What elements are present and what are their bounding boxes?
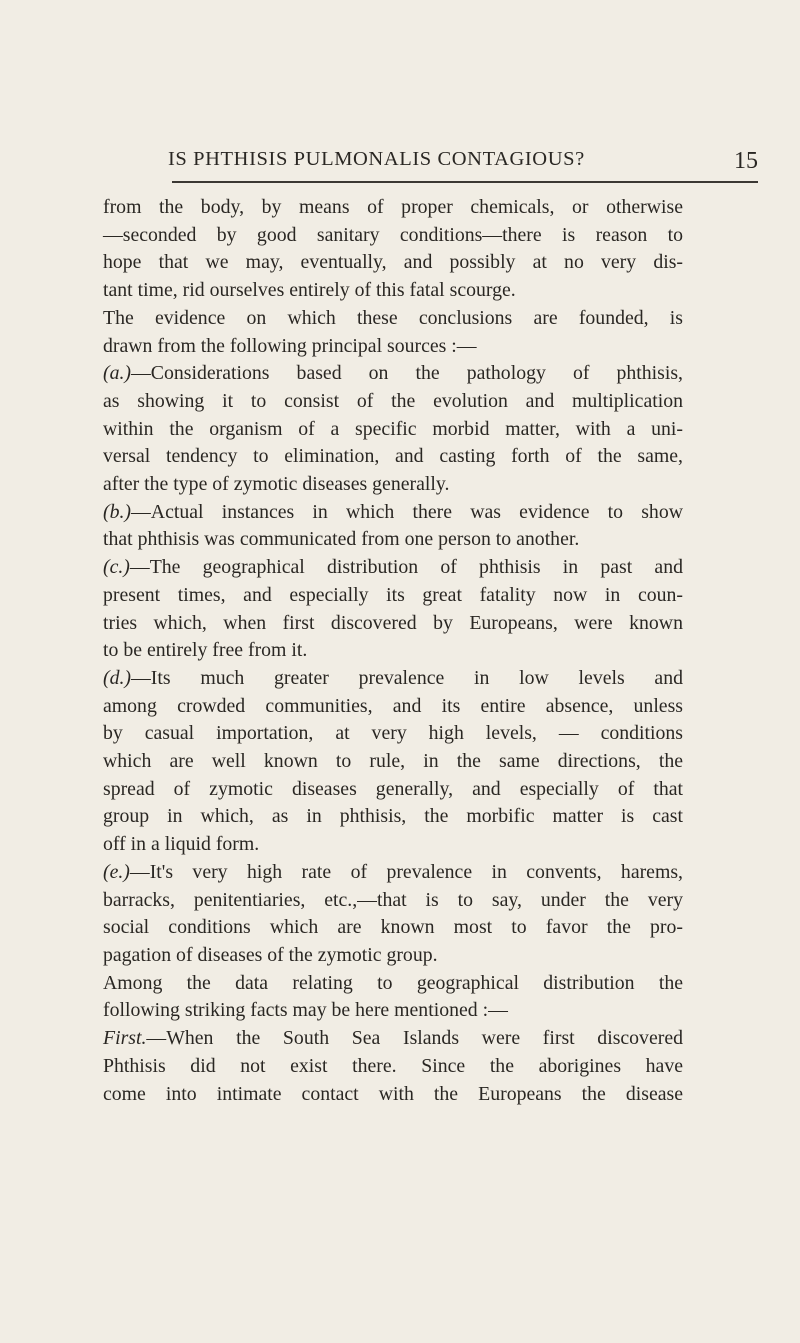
text-line: [103, 610, 683, 638]
text-line: [103, 803, 683, 831]
line-text: from the body, by means of proper chemicals, or otherwise: [103, 196, 683, 218]
text-line: [103, 887, 683, 915]
text-line: [103, 693, 683, 721]
line-text: spread of zymotic diseases generally, and especially of that: [103, 777, 683, 800]
text-line: [103, 776, 683, 804]
line-text: —Its much greater prevalence in low levels and: [131, 666, 683, 689]
line-text: Among the data relating to geographical distribution the: [103, 971, 683, 994]
line-text: versal tendency to elimination, and casting forth of the same,: [103, 445, 683, 468]
running-head: [168, 148, 758, 180]
text-line: [103, 499, 683, 527]
line-text: among crowded communities, and its entire absence, unless: [103, 694, 683, 717]
text-line: [103, 277, 683, 305]
item-label: (a.): [103, 362, 132, 385]
text-line: [103, 831, 683, 859]
line-text: pagation of diseases of the zymotic group.: [103, 943, 438, 966]
text-line: [103, 416, 683, 444]
body-text: [103, 194, 683, 1108]
line-text: —Actual instances in which there was evidence to show: [131, 500, 683, 523]
line-text: —It's very high rate of prevalence in convents, harems,: [129, 860, 683, 883]
line-text: following striking facts may be here mentioned :—: [103, 999, 508, 1022]
item-label: First.: [103, 1027, 147, 1050]
text-line: [103, 249, 683, 277]
line-text: tant time, rid ourselves entirely of this fatal scourge.: [103, 279, 516, 302]
item-label: (c.): [103, 556, 130, 579]
line-text: present times, and especially its great fatality now in coun-: [103, 583, 683, 606]
line-text: off in a liquid form.: [103, 833, 260, 856]
text-line: [103, 471, 683, 499]
text-line: [103, 914, 683, 942]
text-line: [103, 305, 683, 333]
text-line: [103, 1025, 683, 1053]
line-text: that phthisis was communicated from one person to another.: [103, 528, 580, 551]
line-text: —Considerations based on the pathology of phthisis,: [131, 362, 683, 385]
item-label: (d.): [103, 666, 132, 689]
text-line: [103, 194, 683, 222]
text-line: [103, 333, 683, 361]
line-text: tries which, when first discovered by Europeans, were known: [103, 611, 683, 634]
text-line: [103, 748, 683, 776]
text-line: [103, 582, 683, 610]
text-line: [103, 443, 683, 471]
line-text: which are well known to rule, in the same directions, the: [103, 750, 683, 773]
text-line: [103, 526, 683, 554]
text-line: [103, 970, 683, 998]
line-text: to be entirely free from it.: [103, 639, 308, 662]
line-text: by casual importation, at very high levels, — conditions: [103, 722, 683, 745]
line-text: within the organism of a specific morbid matter, with a uni-: [103, 417, 683, 440]
text-line: [103, 1081, 683, 1109]
line-text: —seconded by good sanitary conditions—there is reason to: [103, 223, 683, 246]
line-text: social conditions which are known most to favor the pro-: [103, 916, 683, 939]
item-label: (b.): [103, 500, 132, 523]
line-text: as showing it to consist of the evolution and multiplication: [103, 389, 683, 412]
line-text: hope that we may, eventually, and possibly at no very dis-: [103, 251, 683, 274]
line-text: Phthisis did not exist there. Since the aborigines have: [103, 1054, 683, 1077]
text-line: [103, 942, 683, 970]
text-line: [103, 1053, 683, 1081]
text-line: [103, 388, 683, 416]
line-text: —The geographical distribution of phthisis in past and: [129, 556, 683, 579]
text-line: [103, 859, 683, 887]
line-text: barracks, penitentiaries, etc.,—that is to say, under the very: [103, 888, 683, 911]
line-text: after the type of zymotic diseases generally.: [103, 473, 450, 496]
line-text: group in which, as in phthisis, the morbific matter is cast: [103, 805, 683, 828]
text-line: [103, 665, 683, 693]
page-number: 15: [734, 148, 758, 174]
text-line: [103, 554, 683, 582]
text-line: [103, 222, 683, 250]
line-text: The evidence on which these conclusions are founded, is: [103, 306, 683, 329]
line-text: —When the South Sea Islands were first discovered: [146, 1027, 683, 1050]
text-line: [103, 637, 683, 665]
item-label: (e.): [103, 860, 130, 883]
running-title: IS PHTHISIS PULMONALIS CONTAGIOUS?: [168, 148, 585, 170]
text-line: [103, 997, 683, 1025]
text-line: [103, 360, 683, 388]
text-line: [103, 720, 683, 748]
header-rule: [172, 181, 758, 183]
line-text: come into intimate contact with the Europeans the disease: [103, 1082, 683, 1105]
line-text: drawn from the following principal sources :—: [103, 334, 477, 357]
